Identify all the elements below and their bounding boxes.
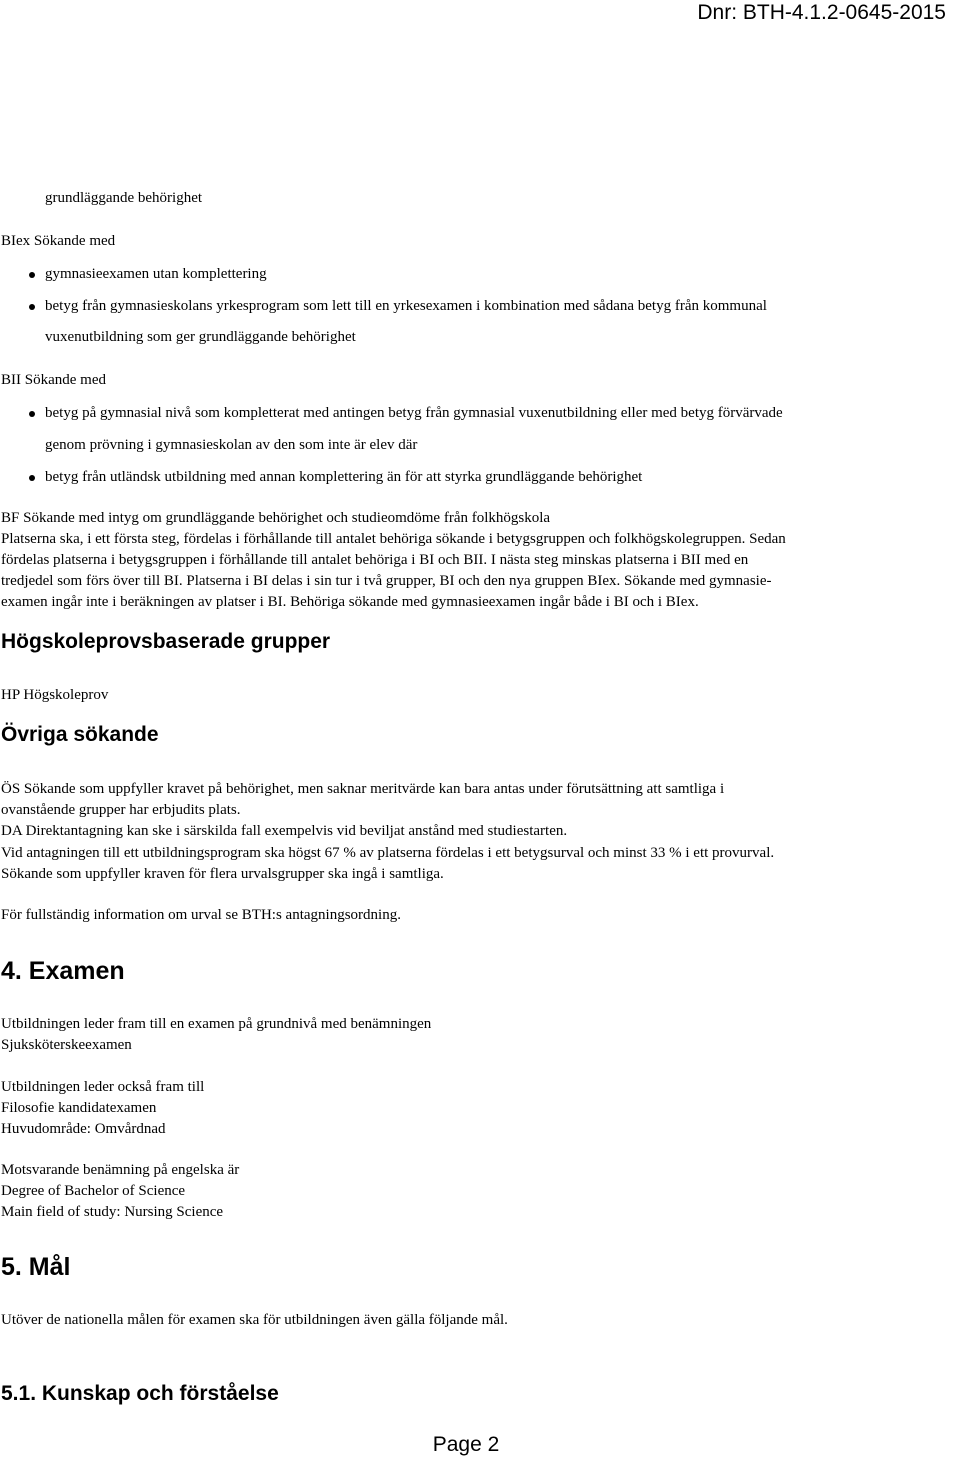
bullet-icon [29, 272, 35, 278]
section-heading-ovriga: Övriga sökande [1, 723, 159, 746]
ovriga-line-5: Sökande som uppfyller kraven för flera urvalsgrupper ska ingå i samtliga. [1, 866, 444, 882]
ovriga-line-3: DA Direktantagning kan ske i särskilda fall exempelvis vid beviljat anstånd med studiestarten. [1, 823, 568, 839]
examen-block1-line-2: Sjuksköterskeexamen [1, 1037, 132, 1053]
bf-line-1: BF Sökande med intyg om grundläggande behörighet och studieomdöme från folkhögskola [1, 510, 551, 526]
section-heading-hp: Högskoleprovsbaserade grupper [1, 630, 331, 653]
bullet-icon [29, 304, 35, 310]
subsection-heading-kunskap: 5.1. Kunskap och förståelse [1, 1382, 279, 1405]
ovriga-line-4: Vid antagningen till ett utbildningsprogram ska högst 67 % av platserna fördelas i ett betygsurval och minst 33 % i ett provurval. [1, 845, 775, 861]
biex-item-2-line-2: vuxenutbildning som ger grundläggande behörighet [45, 329, 356, 345]
section-heading-mal: 5. Mål [1, 1253, 71, 1281]
bullet-icon [29, 411, 35, 417]
biex-heading: BIex Sökande med [1, 233, 116, 249]
bf-line-5: examen ingår inte i beräkningen av platser i BI. Behöriga sökande med gymnasieexamen ingår både i BI och i BIex. [1, 594, 699, 610]
examen-block2-line-3: Huvudområde: Omvårdnad [1, 1121, 166, 1137]
examen-block1-line-1: Utbildningen leder fram till en examen på grundnivå med benämningen [1, 1016, 432, 1032]
hp-line: HP Högskoleprov [1, 687, 109, 703]
bf-line-2: Platserna ska, i ett första steg, fördelas i förhållande till antalet behöriga sökande i betygsgruppen och folkhögskolegruppen. Sedan [1, 531, 786, 547]
bii-item-2: betyg från utländsk utbildning med annan komplettering än för att styrka grundläggande behörighet [45, 469, 643, 485]
ovriga-info: För fullständig information om urval se BTH:s antagningsordning. [1, 907, 401, 923]
bullet-icon [29, 475, 35, 481]
intro-line: grundläggande behörighet [45, 190, 203, 206]
bii-item-1-line-2: genom prövning i gymnasieskolan av den som inte är elev där [45, 437, 418, 453]
bf-line-4: tredjedel som förs över till BI. Platserna i BI delas i sin tur i två grupper, BI och den nya gruppen BIex. Sökande med gymnasie- [1, 573, 772, 589]
section-heading-examen: 4. Examen [1, 957, 125, 985]
page-number: Page 2 [432, 1433, 500, 1456]
mal-line: Utöver de nationella målen för examen ska för utbildningen även gälla följande mål. [1, 1312, 508, 1328]
bii-item-1-line-1: betyg på gymnasial nivå som kompletterat med antingen betyg från gymnasial vuxenutbildning eller med betyg förvärvade [45, 405, 783, 421]
examen-block2-line-1: Utbildningen leder också fram till [1, 1079, 205, 1095]
examen-block2-line-2: Filosofie kandidatexamen [1, 1100, 157, 1116]
ovriga-line-1: ÖS Sökande som uppfyller kravet på behörighet, men saknar meritvärde kan bara antas under förutsättning att samtliga i [1, 781, 725, 797]
ovriga-line-2: ovanstående grupper har erbjudits plats. [1, 802, 241, 818]
biex-item-1: gymnasieexamen utan komplettering [45, 266, 267, 282]
examen-block3-line-1: Motsvarande benämning på engelska är [1, 1162, 240, 1178]
examen-block3-line-3: Main field of study: Nursing Science [1, 1204, 224, 1220]
bii-heading: BII Sökande med [1, 372, 106, 388]
biex-item-2-line-1: betyg från gymnasieskolans yrkesprogram som lett till en yrkesexamen i kombination med sådana betyg från kommunal [45, 298, 767, 314]
examen-block3-line-2: Degree of Bachelor of Science [1, 1183, 186, 1199]
document-number: Dnr: BTH-4.1.2-0645-2015 [697, 1, 946, 24]
bf-line-3: fördelas platserna i betygsgruppen i förhållande till antalet behöriga i BI och BII. I nästa steg minskas platserna i BII med en [1, 552, 749, 568]
